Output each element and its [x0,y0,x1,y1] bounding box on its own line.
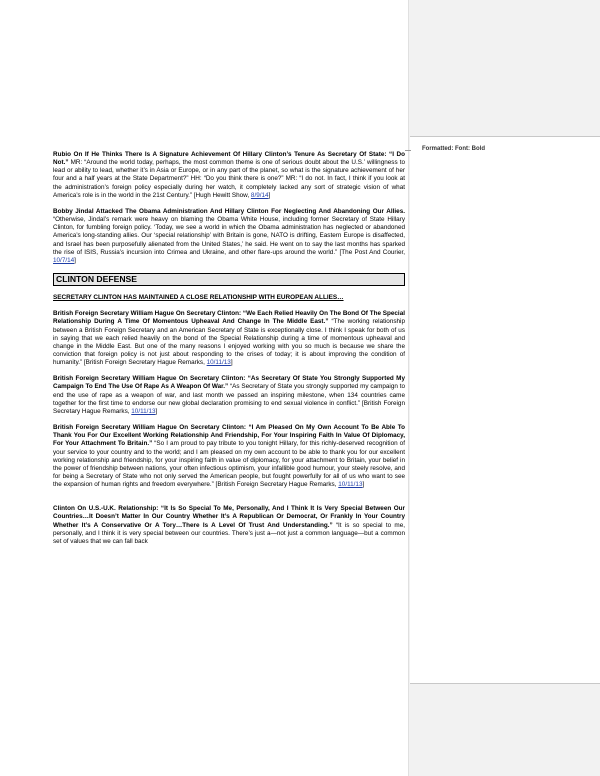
section-subhead: SECRETARY CLINTON HAS MAINTAINED A CLOSE RELATIONSHIP WITH EUROPEAN ALLIES… [53,294,344,302]
paragraph-hague-1 [53,310,405,367]
formatting-note [410,146,600,156]
paragraph-lead: Bobby Jindal Attacked The Obama Administration And Hillary Clinton For Neglecting And Abandoning Our Allies. [53,207,405,215]
section-header: CLINTON DEFENSE [53,273,405,286]
paragraph-body: “Otherwise, Jindal’s remark were heavy on blaming the Obama White House, including former Secretary of State Hillary Clinton, for fumbling foreign policy. ‘Today, we see a world in which the Obama administration has neglected or abandoned America’s long-standing allies. Our ‘special relationship’ with Britain is gone, NATO is drifting, Eastern Europe is disaffected, and Israel has been purposefully alienated from the United States,’ he said. He went on to say the last months has sparked the rise of ISIS, Russia’s incursion into Crimea and Ukraine, and other flare-ups around the world.” [The Post And Courier, [53,216,405,256]
paragraph-body: “It is so special to me, personally, and I think it is very special between our countries. There’s just a—not just a common language—but a common set of values that we can fall back [53,521,405,545]
paragraph-hague-3 [53,424,405,489]
paragraph-hague-2 [53,375,405,416]
paragraph-lead: British Foreign Secretary William Hague On Secretary Clinton: “I Am Pleased On My Own Account To Be Able To Thank You For Our Excellent Working Relationship And Friendship, For Your Inspiring Faith In Value Of Diplomacy, For Your Attachment To Britain.” [53,424,405,448]
paragraph-lead: Rubio On If He Thinks There Is A Signature Achievement Of Hillary Clinton’s Tenure As Secretary Of State: “I Do Not.” [53,151,405,167]
paragraph-body: “The working relationship between a British Foreign Secretary and an American Secretary of State is exceptionally close. I think I speak for both of us in saying that we each relied heavily on the bond of the Special Relationship during a time of momentous upheaval and change in the Middle East. But one of the many reasons I enjoyed working with you so much is because we share the conviction that foreign policy is not just about responding to the crises of today; it is about improving the condition of humanity.” [British Foreign Secretary Hague Remarks, [53,318,405,367]
paragraph-lead: British Foreign Secretary William Hague On Secretary Clinton: “We Each Relied Heavily On The Bond Of The Special Relationship During A Time Of Momentous Upheaval And Change In The Middle East.” [53,310,405,326]
paragraph-tail: ] [230,359,233,367]
paragraph-jindal [53,208,405,265]
citation-link[interactable]: 8/9/14 [250,191,269,199]
paragraph-tail: ] [362,481,365,489]
citation-link[interactable]: 10/11/13 [131,407,156,415]
paragraph-body: “So I am proud to pay tribute to you tonight Hillary, for this richly-deserved recognition of your service to your country and to the world; and I am pleased on my own account to be able to thank you for our excellent working relationship and friendship, for your inspiring faith in value of diplomacy, for your attachment to Britain, your belief in the power of friendship between nations, your often infectious optimism, your infallible good humour, your steely resolve, and for being a Secretary of State who not only served the American people, but fought powerfully for all of us who want to see the expansion of human rights and freedom everywhere.” [British Foreign Secretary Hague Remarks, [53,440,405,489]
paragraph-tail: ] [74,256,76,264]
paragraph-tail: ] [155,407,158,415]
paragraph-body: MR: “Around the world today, perhaps, the most common theme is one of serious doubt about the U.S.’ willingness to lead or ability to lead, whether it’s in Asia or Europe, or in any part of the planet, so what is the signature achievement of her four and a half years at the State Department?” HH: “Do you think there is one?” MR: “I do not. In fact, I think if you look at the administration’s foreign policy especially during her watch, it completely lacked any sort of strategic vision of what America’s role is in the world in the 21st Century.” [Hugh Hewitt Show, [53,159,405,199]
document-body [53,151,405,554]
paragraph-lead: British Foreign Secretary William Hague On Secretary Clinton: “As Secretary Of State You Strongly Supported My Campaign To End The Use Of Rape As A Weapon Of War.” [53,375,405,391]
paragraph-rubio [53,151,405,200]
paragraph-lead: Clinton On U.S.-U.K. Relationship: “It Is So Special To Me, Personally, And I Think It Is Very Special Between Our Countries…It Doesn’t Matter In Our Country Whether It’s A Republican Or Democrat, Or Frankly In Your Country Whether It’s A Conservative Or A Tory…There Is A Level Of Trust And Understanding.” [53,505,405,529]
citation-link[interactable]: 10/11/13 [338,481,363,489]
citation-link[interactable]: 10/7/14 [53,256,75,264]
paragraph-tail: ] [268,191,271,199]
formatting-balloon[interactable] [410,136,600,684]
formatting-note-text: Formatted: Font: Bold [422,146,485,152]
paragraph-body: “As Secretary of State you strongly supported my campaign to end the use of rape as a weapon of war, and last month we passed an inspiring milestone, when 134 countries came together for the first time to endorse our new global declaration promising to end sexual violence in conflict.” [British Foreign Secretary Hague Remarks, [53,383,405,415]
paragraph-clinton-uk [53,505,405,546]
citation-link[interactable]: 10/11/13 [206,359,231,367]
